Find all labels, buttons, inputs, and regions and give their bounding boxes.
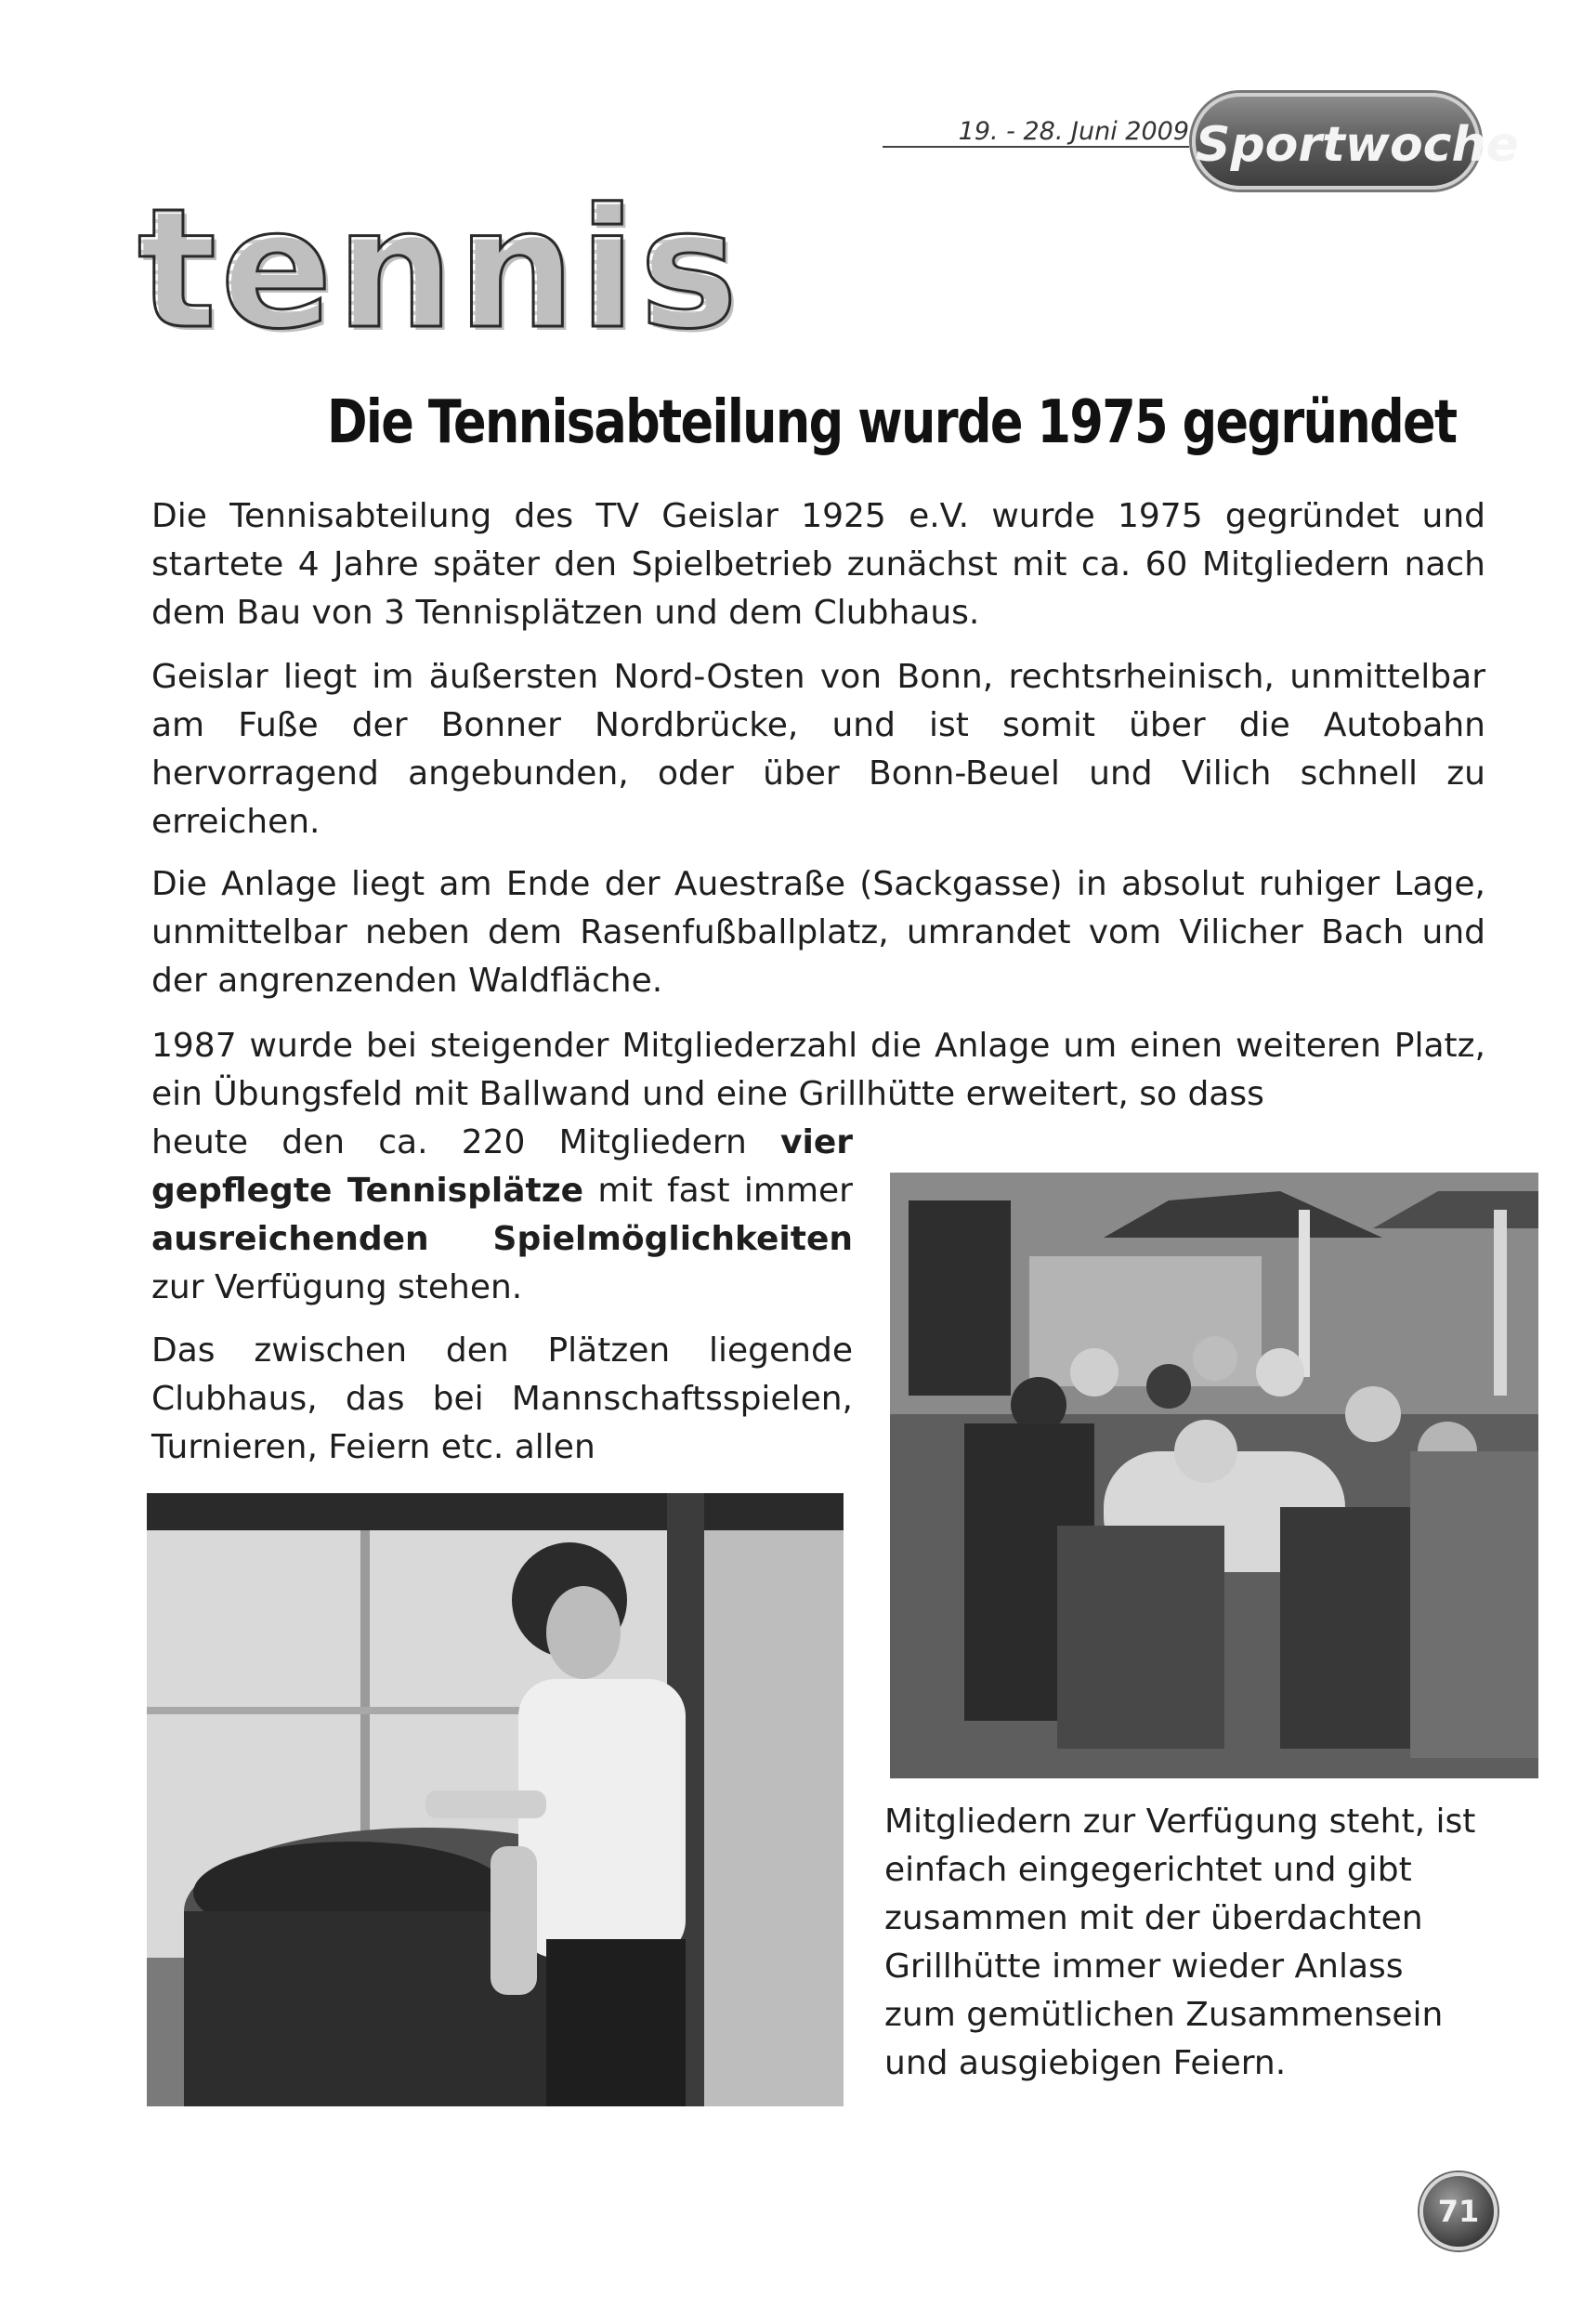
highlight-availability: ausreichenden Spielmöglichkeiten bbox=[151, 1220, 853, 1258]
photo-members-at-table bbox=[890, 1173, 1538, 1778]
highlight-courts: vier gepflegte Tennisplätze bbox=[151, 1123, 853, 1210]
paragraph-founding: Die Tennisabteilung des TV Geislar 1925 e.V. wurde 1975 gegründet und startete 4 Jahre später den Spielbetrieb zunächst mit ca. 60 Mitgliedern nach dem Bau von 3 Tennisplätzen und dem Clubhaus. bbox=[151, 497, 1485, 632]
article-headline: Die Tennisabteilung wurde 1975 gegründet bbox=[327, 388, 1457, 457]
paragraph-expansion: 1987 wurde bei steigender Mitgliederzahl die Anlage um einen weiteren Platz, ein Übungsfeld mit Ballwand und eine Grillhütte erweitert, so dass bbox=[151, 1027, 1485, 1113]
page-number: 71 bbox=[1419, 2172, 1498, 2250]
photo-man-at-grill bbox=[147, 1493, 844, 2106]
issue-date: 19. - 28. Juni 2009 bbox=[883, 118, 1189, 148]
paragraph-clubhouse-continued: Mitgliedern zur Verfügung steht, ist einfach eingegerichtet und gibt zusammen mit der überdachten Grillhütte immer wieder Anlass zum gemütlichen Zusammensein und ausgiebigen Feiern. bbox=[884, 1803, 1476, 2082]
paragraph-location: Geislar liegt im äußersten Nord-Osten von Bonn, rechtsrheinisch, unmittelbar am Fuße der Bonner Nordbrücke, und ist somit über die Autobahn hervorragend angebunden, oder über Bonn-Beuel und Vilich schnell zu erreichen. bbox=[151, 658, 1485, 841]
paragraph-facility: Die Anlage liegt am Ende der Auestraße (Sackgasse) in absolut ruhiger Lage, unmittelbar neben dem Rasenfußballplatz, umrandet vom Vilicher Bach und der angrenzenden Waldfläche. bbox=[151, 865, 1485, 1000]
paragraph-expansion-continued: heute den ca. 220 Mitgliedern vier gepflegte Tennisplätze mit fast immer ausreichenden Spielmöglichkeiten zur Verfügung stehen. bbox=[151, 1123, 853, 1306]
paragraph-clubhouse: Das zwischen den Plätzen liegende Clubhaus, das bei Mannschaftsspielen, Turnieren, Feiern etc. allen bbox=[151, 1331, 853, 1466]
sportwoche-badge: Sportwoche bbox=[1192, 93, 1480, 190]
section-title: tennis bbox=[137, 173, 742, 365]
